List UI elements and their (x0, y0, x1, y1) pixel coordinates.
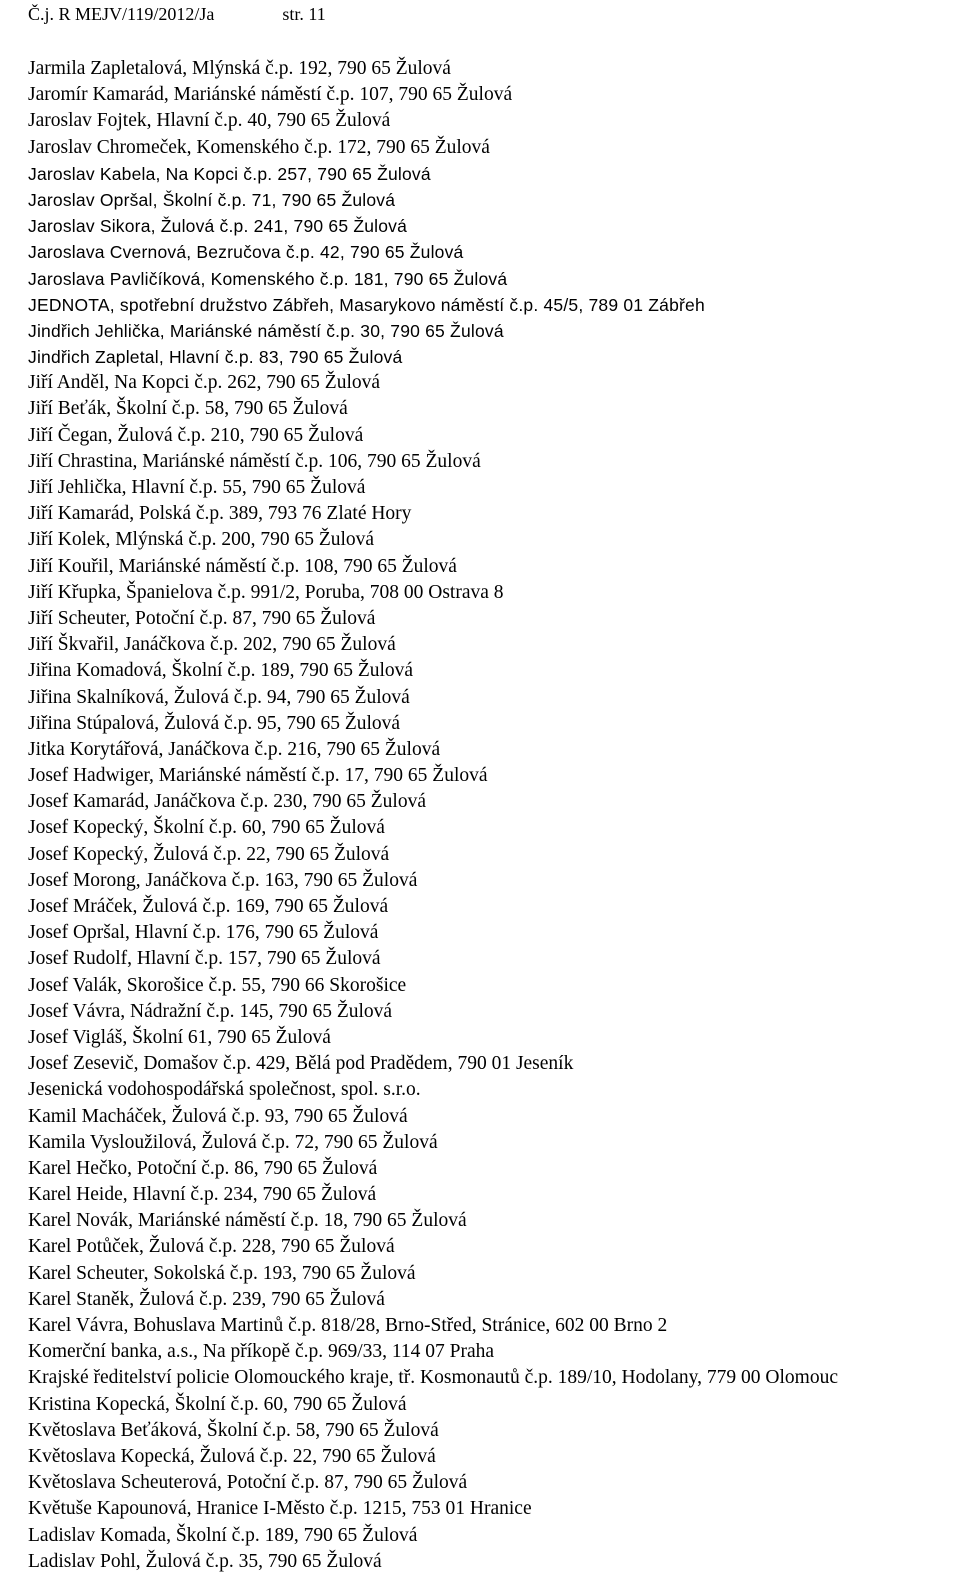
list-item: Jaroslava Pavličíková, Komenského č.p. 181, 790 65 Žulová (28, 268, 508, 289)
list-item: Jindřich Zapletal, Hlavní č.p. 83, 790 65 Žulová (28, 347, 403, 368)
list-item: Josef Vávra, Nádražní č.p. 145, 790 65 Žulová (28, 1000, 393, 1022)
list-item: Karel Vávra, Bohuslava Martinů č.p. 818/28, Brno-Střed, Stránice, 602 00 Brno 2 (28, 1315, 668, 1336)
list-item: Josef Opršal, Hlavní č.p. 176, 790 65 Žulová (28, 922, 379, 944)
list-item: Jitka Korytářová, Janáčkova č.p. 216, 790 65 Žulová (28, 738, 441, 760)
list-item: Josef Valák, Skorošice č.p. 55, 790 66 Skorošice (28, 974, 407, 996)
page-number: str. 11 (282, 4, 326, 24)
list-item: Karel Staněk, Žulová č.p. 239, 790 65 Žulová (28, 1288, 385, 1310)
list-item: Jaromír Kamarád, Mariánské náměstí č.p. 107, 790 65 Žulová (28, 84, 513, 106)
list-item: Ladislav Pohl, Žulová č.p. 35, 790 65 Žulová (28, 1550, 382, 1572)
list-item: Karel Novák, Mariánské náměstí č.p. 18, 790 65 Žulová (28, 1210, 467, 1232)
page-header (28, 3, 326, 25)
list-item: Jiřina Komadová, Školní č.p. 189, 790 65 Žulová (28, 660, 414, 682)
list-item: Jiří Chrastina, Mariánské náměstí č.p. 106, 790 65 Žulová (28, 450, 481, 472)
list-item: Jaroslav Sikora, Žulová č.p. 241, 790 65 Žulová (28, 216, 408, 237)
list-item: Jaroslav Chromeček, Komenského č.p. 172, 790 65 Žulová (28, 136, 490, 158)
list-item: Karel Potůček, Žulová č.p. 228, 790 65 Žulová (28, 1236, 395, 1258)
list-item: Květoslava Scheuterová, Potoční č.p. 87, 790 65 Žulová (28, 1472, 468, 1494)
list-item: Jiří Beťák, Školní č.p. 58, 790 65 Žulová (28, 398, 348, 420)
list-item: Jiřina Skalníková, Žulová č.p. 94, 790 65 Žulová (28, 686, 410, 708)
list-item: Jaroslava Cvernová, Bezručova č.p. 42, 790 65 Žulová (28, 242, 464, 263)
list-item: Květuše Kapounová, Hranice I-Město č.p. 1215, 753 01 Hranice (28, 1498, 532, 1520)
list-item: Karel Scheuter, Sokolská č.p. 193, 790 65 Žulová (28, 1262, 416, 1284)
list-item: Jiří Kamarád, Polská č.p. 389, 793 76 Zlaté Hory (28, 503, 412, 525)
list-item: Josef Kamarád, Janáčkova č.p. 230, 790 65 Žulová (28, 791, 427, 813)
list-item: Jiřina Stúpalová, Žulová č.p. 95, 790 65 Žulová (28, 712, 401, 734)
list-item: Jiří Čegan, Žulová č.p. 210, 790 65 Žulová (28, 424, 364, 446)
list-item: Kamil Macháček, Žulová č.p. 93, 790 65 Žulová (28, 1105, 408, 1127)
list-item: Krajské ředitelství policie Olomouckého kraje, tř. Kosmonautů č.p. 189/10, Hodolany, 779 00 Olomouc (28, 1367, 838, 1389)
list-item: Jiří Křupka, Španielova č.p. 991/2, Poruba, 708 00 Ostrava 8 (28, 581, 504, 603)
list-item: Jiří Jehlička, Hlavní č.p. 55, 790 65 Žulová (28, 477, 366, 498)
document-reference: Č.j. R MEJV/119/2012/Ja (28, 4, 215, 24)
list-item: Jindřich Jehlička, Mariánské náměstí č.p. 30, 790 65 Žulová (28, 320, 504, 341)
list-item: Jiří Kolek, Mlýnská č.p. 200, 790 65 Žulová (28, 529, 375, 551)
list-item: Josef Rudolf, Hlavní č.p. 157, 790 65 Žulová (28, 948, 381, 970)
list-item: Jiří Scheuter, Potoční č.p. 87, 790 65 Žulová (28, 607, 376, 629)
list-item: Karel Heide, Hlavní č.p. 234, 790 65 Žulová (28, 1184, 377, 1206)
list-item: Jiří Kouřil, Mariánské náměstí č.p. 108, 790 65 Žulová (28, 555, 457, 577)
list-item: JEDNOTA, spotřební družstvo Zábřeh, Masarykovo náměstí č.p. 45/5, 789 01 Zábřeh (28, 294, 705, 315)
list-item: Jesenická vodohospodářská společnost, spol. s.r.o. (28, 1079, 421, 1101)
recipient-list (28, 56, 838, 1575)
list-item: Květoslava Kopecká, Žulová č.p. 22, 790 65 Žulová (28, 1445, 436, 1467)
list-item: Květoslava Beťáková, Školní č.p. 58, 790 65 Žulová (28, 1419, 439, 1441)
list-item: Ladislav Komada, Školní č.p. 189, 790 65 Žulová (28, 1524, 418, 1546)
list-item: Jiří Anděl, Na Kopci č.p. 262, 790 65 Žulová (28, 372, 381, 394)
list-item: Karel Hečko, Potoční č.p. 86, 790 65 Žulová (28, 1157, 378, 1179)
list-item: Jarmila Zapletalová, Mlýnská č.p. 192, 790 65 Žulová (28, 58, 451, 79)
list-item: Komerční banka, a.s., Na příkopě č.p. 969/33, 114 07 Praha (28, 1341, 495, 1363)
list-item: Josef Mráček, Žulová č.p. 169, 790 65 Žulová (28, 896, 389, 917)
list-item: Jiří Škvařil, Janáčkova č.p. 202, 790 65 Žulová (28, 634, 396, 656)
list-item: Jaroslav Opršal, Školní č.p. 71, 790 65 Žulová (28, 189, 396, 210)
list-item: Kamila Vysloužilová, Žulová č.p. 72, 790 65 Žulová (28, 1131, 438, 1153)
list-item: Jaroslav Kabela, Na Kopci č.p. 257, 790 65 Žulová (28, 163, 431, 184)
list-item: Josef Hadwiger, Mariánské náměstí č.p. 17, 790 65 Žulová (28, 765, 488, 787)
list-item: Jaroslav Fojtek, Hlavní č.p. 40, 790 65 Žulová (28, 110, 391, 132)
list-item: Josef Zesevič, Domašov č.p. 429, Bělá pod Pradědem, 790 01 Jeseník (28, 1053, 574, 1075)
list-item: Kristina Kopecká, Školní č.p. 60, 790 65 Žulová (28, 1393, 407, 1415)
list-item: Josef Kopecký, Školní č.p. 60, 790 65 Žulová (28, 817, 385, 839)
list-item: Josef Morong, Janáčkova č.p. 163, 790 65 Žulová (28, 869, 418, 891)
list-item: Josef Vigláš, Školní 61, 790 65 Žulová (28, 1026, 331, 1048)
list-item: Josef Kopecký, Žulová č.p. 22, 790 65 Žulová (28, 843, 390, 865)
